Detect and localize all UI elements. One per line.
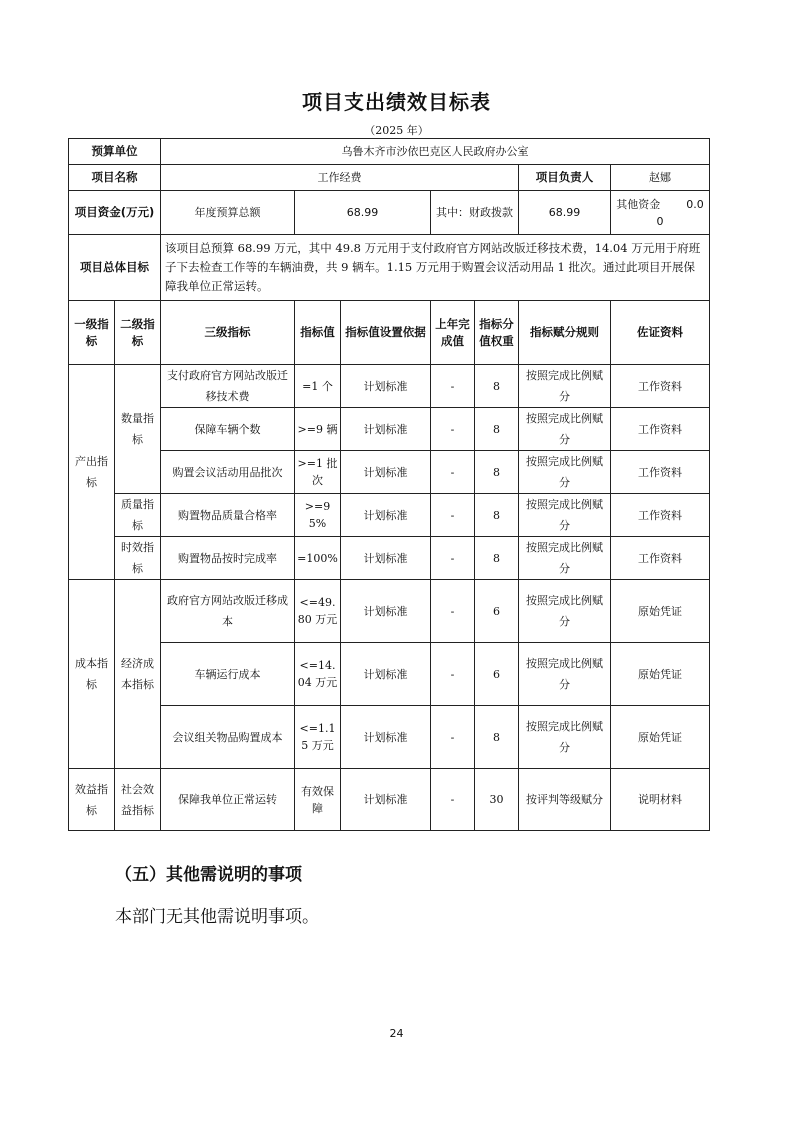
project-name-value: 工作经费 bbox=[161, 165, 519, 191]
other-funds-value: 0.00 bbox=[656, 197, 704, 228]
annual-budget-value: 68.99 bbox=[295, 191, 431, 235]
row-evidence: 工作资料 bbox=[611, 537, 710, 580]
project-name-label: 项目名称 bbox=[69, 165, 161, 191]
row-value: >=1 批次 bbox=[295, 451, 341, 494]
row-weight: 8 bbox=[475, 706, 519, 769]
header-basis: 指标值设置依据 bbox=[341, 301, 431, 365]
fiscal-value: 68.99 bbox=[519, 191, 611, 235]
table-year: （2025 年） bbox=[364, 124, 429, 137]
row-value: =1 个 bbox=[295, 365, 341, 408]
row-evidence: 工作资料 bbox=[611, 451, 710, 494]
row-basis: 计划标准 bbox=[341, 451, 431, 494]
group-quantity: 数量指标 bbox=[115, 365, 161, 494]
header-level1: 一级指标 bbox=[69, 301, 115, 365]
owner-label: 项目负责人 bbox=[519, 165, 611, 191]
group-economic: 经济成本指标 bbox=[115, 580, 161, 769]
row-basis: 计划标准 bbox=[341, 643, 431, 706]
table-row bbox=[69, 365, 710, 408]
table-row bbox=[69, 769, 710, 831]
row-rule: 按照完成比例赋分 bbox=[519, 580, 611, 643]
header-rule: 指标赋分规则 bbox=[519, 301, 611, 365]
row-rule: 按照完成比例赋分 bbox=[519, 408, 611, 451]
unit-label: 预算单位 bbox=[69, 139, 161, 165]
row-l3: 车辆运行成本 bbox=[161, 643, 295, 706]
row-l3: 保障车辆个数 bbox=[161, 408, 295, 451]
row-weight: 8 bbox=[475, 365, 519, 408]
table-row bbox=[69, 706, 710, 769]
row-basis: 计划标准 bbox=[341, 769, 431, 831]
row-value: >=9 辆 bbox=[295, 408, 341, 451]
row-l3: 政府官方网站改版迁移成本 bbox=[161, 580, 295, 643]
row-rule: 按照完成比例赋分 bbox=[519, 451, 611, 494]
row-value: =100% bbox=[295, 537, 341, 580]
header-level3: 三级指标 bbox=[161, 301, 295, 365]
row-last: - bbox=[431, 494, 475, 537]
row-basis: 计划标准 bbox=[341, 494, 431, 537]
goal-label: 项目总体目标 bbox=[69, 235, 161, 301]
other-funds-cell bbox=[611, 191, 710, 235]
row-l3: 支付政府官方网站改版迁移技术费 bbox=[161, 365, 295, 408]
annual-budget-label: 年度预算总额 bbox=[161, 191, 295, 235]
row-value: 有效保障 bbox=[295, 769, 341, 831]
row-l3: 购置会议活动用品批次 bbox=[161, 451, 295, 494]
row-weight: 8 bbox=[475, 537, 519, 580]
row-last: - bbox=[431, 769, 475, 831]
row-rule: 按照完成比例赋分 bbox=[519, 706, 611, 769]
row-basis: 计划标准 bbox=[341, 408, 431, 451]
row-value: <=1.15 万元 bbox=[295, 706, 341, 769]
section-body: 本部门无其他需说明事项。 bbox=[115, 907, 319, 927]
row-weight: 8 bbox=[475, 408, 519, 451]
row-basis: 计划标准 bbox=[341, 706, 431, 769]
row-last: - bbox=[431, 643, 475, 706]
row-weight: 6 bbox=[475, 643, 519, 706]
fiscal-label: 其中：财政拨款 bbox=[431, 191, 519, 235]
row-evidence: 工作资料 bbox=[611, 494, 710, 537]
row-rule: 按照完成比例赋分 bbox=[519, 643, 611, 706]
page-title: 项目支出绩效目标表 bbox=[302, 90, 491, 114]
row-l3: 购置物品按时完成率 bbox=[161, 537, 295, 580]
header-level2: 二级指标 bbox=[115, 301, 161, 365]
row-evidence: 工作资料 bbox=[611, 365, 710, 408]
page-number: 24 bbox=[389, 1027, 404, 1040]
row-value: <=14.04 万元 bbox=[295, 643, 341, 706]
row-weight: 8 bbox=[475, 494, 519, 537]
table-row bbox=[69, 408, 710, 451]
row-last: - bbox=[431, 365, 475, 408]
row-evidence: 原始凭证 bbox=[611, 580, 710, 643]
group-social: 社会效益指标 bbox=[115, 769, 161, 831]
row-last: - bbox=[431, 451, 475, 494]
header-evidence: 佐证资料 bbox=[611, 301, 710, 365]
owner-value: 赵娜 bbox=[611, 165, 710, 191]
row-evidence: 说明材料 bbox=[611, 769, 710, 831]
fund-label: 项目资金(万元) bbox=[69, 191, 161, 235]
group-output: 产出指标 bbox=[69, 365, 115, 580]
row-l3: 会议组关物品购置成本 bbox=[161, 706, 295, 769]
row-last: - bbox=[431, 706, 475, 769]
group-quality: 质量指标 bbox=[115, 494, 161, 537]
header-weight: 指标分值权重 bbox=[475, 301, 519, 365]
unit-value: 乌鲁木齐市沙依巴克区人民政府办公室 bbox=[161, 139, 710, 165]
row-basis: 计划标准 bbox=[341, 537, 431, 580]
row-l3: 购置物品质量合格率 bbox=[161, 494, 295, 537]
row-value: <=49.80 万元 bbox=[295, 580, 341, 643]
row-value: >=95% bbox=[295, 494, 341, 537]
row-evidence: 工作资料 bbox=[611, 408, 710, 451]
section-heading: （五）其他需说明的事项 bbox=[115, 865, 302, 885]
table-row bbox=[69, 494, 710, 537]
row-rule: 按照完成比例赋分 bbox=[519, 537, 611, 580]
row-rule: 按照完成比例赋分 bbox=[519, 494, 611, 537]
row-evidence: 原始凭证 bbox=[611, 643, 710, 706]
goal-text: 该项目总预算 68.99 万元，其中 49.8 万元用于支付政府官方网站改版迁移技术费，14.04 万元用于府班子下去检查工作等的车辆油费，共 9 辆车。1.15 万元用于购置会议活动用品 1 批次。通过此项目开展保障我单位正常运转。 bbox=[161, 235, 710, 301]
table-row bbox=[69, 580, 710, 643]
performance-table bbox=[68, 138, 710, 831]
row-rule: 按照完成比例赋分 bbox=[519, 365, 611, 408]
row-weight: 8 bbox=[475, 451, 519, 494]
row-basis: 计划标准 bbox=[341, 580, 431, 643]
header-last-year: 上年完成值 bbox=[431, 301, 475, 365]
row-weight: 30 bbox=[475, 769, 519, 831]
table-row bbox=[69, 451, 710, 494]
group-timeliness: 时效指标 bbox=[115, 537, 161, 580]
row-evidence: 原始凭证 bbox=[611, 706, 710, 769]
row-l3: 保障我单位正常运转 bbox=[161, 769, 295, 831]
table-row bbox=[69, 643, 710, 706]
group-benefit: 效益指标 bbox=[69, 769, 115, 831]
group-cost: 成本指标 bbox=[69, 580, 115, 769]
header-value: 指标值 bbox=[295, 301, 341, 365]
row-last: - bbox=[431, 537, 475, 580]
row-weight: 6 bbox=[475, 580, 519, 643]
row-last: - bbox=[431, 580, 475, 643]
row-basis: 计划标准 bbox=[341, 365, 431, 408]
other-funds-label: 其他资金 bbox=[616, 197, 661, 211]
row-last: - bbox=[431, 408, 475, 451]
table-row bbox=[69, 537, 710, 580]
row-rule: 按评判等级赋分 bbox=[519, 769, 611, 831]
